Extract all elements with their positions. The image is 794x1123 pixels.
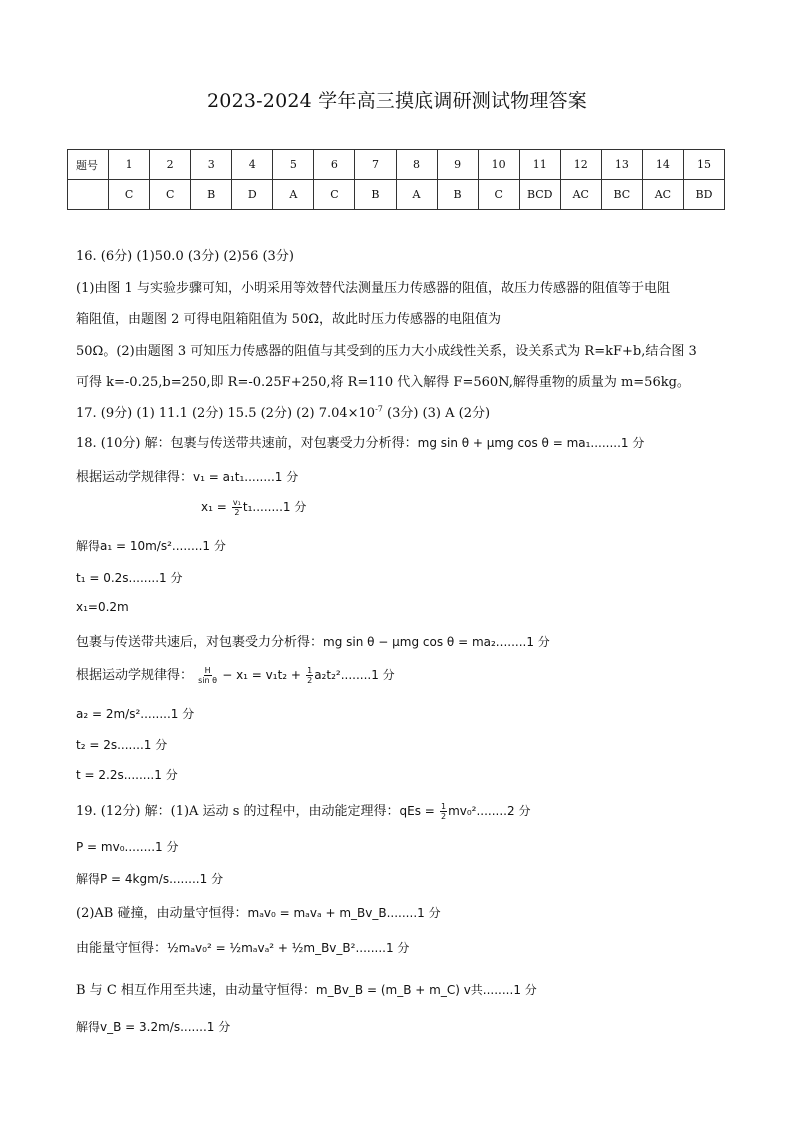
q17-answer [76,402,490,421]
q19-momentum-result: 解得P = 4kgm/s........1 分 [76,872,224,886]
fraction-denominator: 2 [234,508,240,517]
answer-cell: B [191,180,232,210]
q18-line [76,664,395,685]
q19-ab-text: (2)AB 碰撞，由动量守恒得： [76,906,248,921]
q17-part-b: (3分) (3) A (2分) [382,406,491,421]
q18-result-t: t = 2.2s........1 分 [76,768,178,782]
answer-cell: BCD [519,180,560,210]
q18-label: 根据运动学规律得： [76,668,194,683]
table-cell [68,180,109,210]
answer-cell: C [109,180,150,210]
fraction-numerator: v₁ [232,498,241,507]
question-number-cell: 14 [642,150,683,180]
q19-eq1-rhs: mv₀²........2 分 [448,804,531,818]
q19-line [76,937,409,956]
q19-line [76,979,537,998]
q19-header-text: 19. (12分) 解：(1)A 运动 s 的过程中，由动能定理得： [76,804,400,819]
q19-eq1-lhs: qEs = [399,804,435,818]
q18-header-text: 18. (10分) 解：包裹与传送带共速前，对包裹受力分析得： [76,436,418,451]
fraction [232,498,242,517]
q19-header [76,800,530,821]
answer-cell: AC [642,180,683,210]
question-number-cell: 15 [683,150,724,180]
q18-line [76,466,298,485]
q18-equation-4: mg sin θ − μmg cos θ = ma₂........1 分 [323,635,550,649]
q18-result-a2: a₂ = 2m/s²........1 分 [76,707,195,721]
q19-line [76,902,441,921]
question-number-cell: 2 [150,150,191,180]
fraction [440,802,447,821]
question-number-cell: 3 [191,150,232,180]
question-number-cell: 13 [601,150,642,180]
q18-eq5-mid: − x₁ = v₁t₂ + [222,668,301,682]
fraction-numerator: H [204,666,211,675]
table-row [68,180,725,210]
q19-ab-equation: mₐv₀ = mₐvₐ + m_Bv_B........1 分 [247,906,441,920]
question-number-cell: 12 [560,150,601,180]
answer-cell: A [396,180,437,210]
answer-cell: C [478,180,519,210]
q18-line [76,631,550,650]
q18-header [76,432,644,451]
answer-cell: BD [683,180,724,210]
table-header-cell: 题号 [68,150,109,180]
question-number-cell: 11 [519,150,560,180]
fraction [198,666,217,685]
page-title: 2023-2024 学年高三摸底调研测试物理答案 [207,90,587,112]
q18-equation-2: v₁ = a₁t₁........1 分 [193,470,299,484]
answer-cell: C [314,180,355,210]
answer-cell: AC [560,180,601,210]
q18-label: 根据运动学规律得： [76,470,194,485]
q16-header: 16. (6分) (1)50.0 (3分) (2)56 (3分) [76,249,294,264]
question-number-cell: 4 [232,150,273,180]
q18-result-x1: x₁=0.2m [76,600,129,614]
answer-table [67,149,725,210]
table-row [68,150,725,180]
question-number-cell: 8 [396,150,437,180]
question-number-cell: 6 [314,150,355,180]
q16-paragraph: 箱阻值，由题图 2 可得电阻箱阻值为 50Ω，故此时压力传感器的电阻值为 [76,312,501,327]
q18-eq3-lhs: x₁ = [201,500,227,514]
q18-equation-3 [201,498,306,517]
fraction-denominator: sin θ [198,676,218,685]
q18-result-a1: 解得a₁ = 10m/s²........1 分 [76,539,226,553]
q18-equation-1: mg sin θ + μmg cos θ = ma₁........1 分 [417,436,645,450]
q18-result-t2: t₂ = 2s.......1 分 [76,738,168,752]
fraction-numerator: 1 [440,802,447,811]
q17-exponent: -7 [375,404,383,414]
q18-result-t1: t₁ = 0.2s........1 分 [76,571,183,585]
q19-bc-text: B 与 C 相互作用至共速，由动量守恒得： [76,983,316,998]
q19-momentum: P = mv₀........1 分 [76,840,179,854]
q19-energy-equation: ½mₐv₀² = ½mₐvₐ² + ½m_Bv_B²........1 分 [167,941,410,955]
q17-part-a: 17. (9分) (1) 11.1 (2分) 15.5 (2分) (2) 7.04×10 [76,406,376,421]
answer-cell: B [355,180,396,210]
answer-cell: BC [601,180,642,210]
answer-cell: C [150,180,191,210]
q16-paragraph: (1)由图 1 与实验步骤可知，小明采用等效替代法测量压力传感器的阻值，故压力传感器的阻值等于电阻 [76,281,670,296]
question-number-cell: 9 [437,150,478,180]
q16-paragraph: 可得 k=-0.25,b=250,即 R=-0.25F+250,将 R=110 代入解得 F=560N,解得重物的质量为 m=56kg。 [76,375,690,390]
fraction [306,666,313,685]
q19-energy-text: 由能量守恒得： [76,941,168,956]
q19-result-vb: 解得v_B = 3.2m/s.......1 分 [76,1020,231,1034]
fraction-numerator: 1 [307,666,313,675]
answer-cell: A [273,180,314,210]
q18-eq5-rhs: a₂t₂²........1 分 [314,668,395,682]
q19-bc-equation: m_Bv_B = (m_B + m_C) v共........1 分 [315,983,537,997]
answer-cell: D [232,180,273,210]
fraction-denominator: 2 [307,676,313,685]
question-number-cell: 1 [109,150,150,180]
q18-eq3-rhs: t₁........1 分 [242,500,307,514]
question-number-cell: 10 [478,150,519,180]
q18-after-text: 包裹与传送带共速后，对包裹受力分析得： [76,635,324,650]
fraction-denominator: 2 [440,812,447,821]
answer-cell: B [437,180,478,210]
q16-paragraph: 50Ω。(2)由题图 3 可知压力传感器的阻值与其受到的压力大小成线性关系，设关系式为 R=kF+b,结合图 3 [76,344,697,359]
question-number-cell: 7 [355,150,396,180]
question-number-cell: 5 [273,150,314,180]
